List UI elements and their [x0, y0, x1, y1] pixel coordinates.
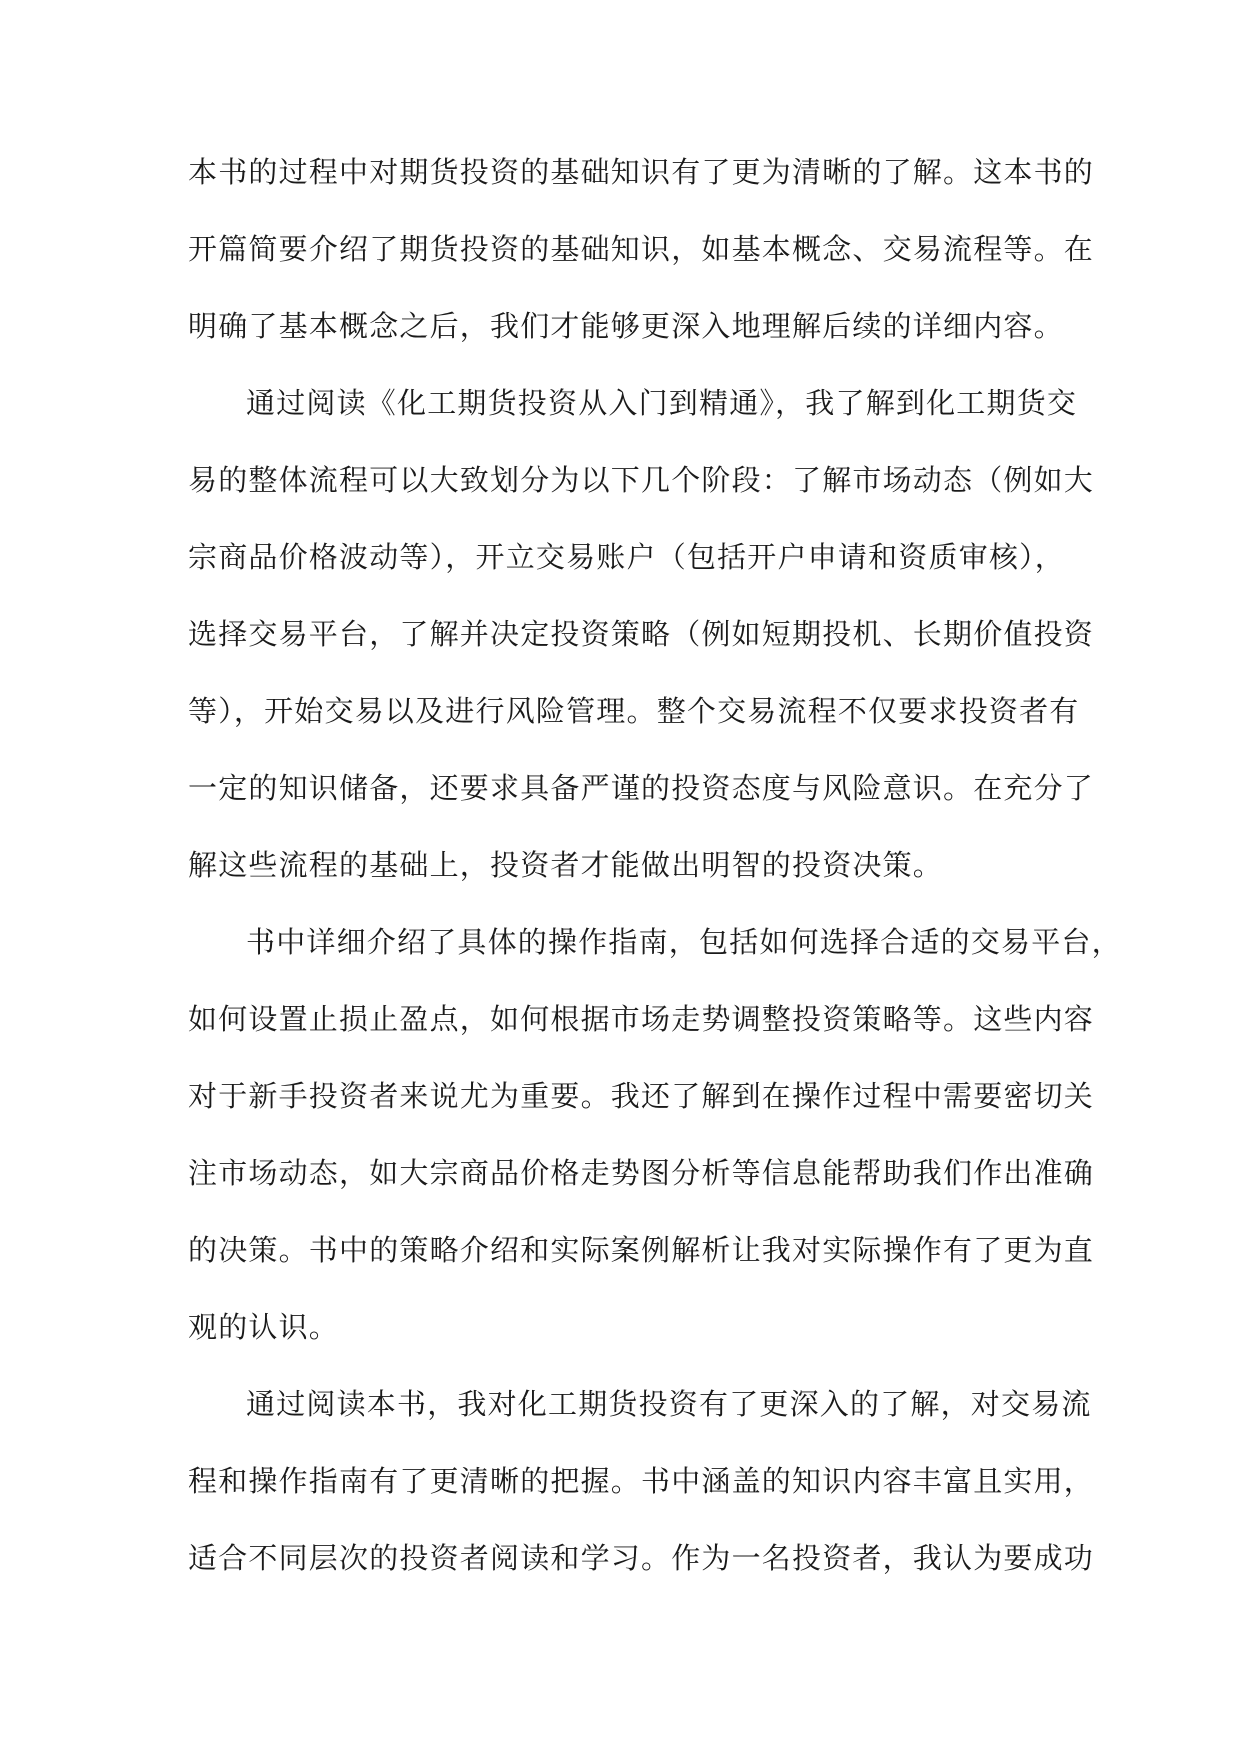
text-line: 通过阅读本书，我对化工期货投资有了更深入的了解，对交易流	[246, 1387, 1092, 1421]
paragraph-1	[188, 134, 1095, 365]
text-line: 选择交易平台，了解并决定投资策略（例如短期投机、长期价值投资	[188, 617, 1095, 651]
body-text	[188, 134, 1122, 1597]
text-line: 注市场动态，如大宗商品价格走势图分析等信息能帮助我们作出准确	[188, 1156, 1095, 1190]
text-line: 程和操作指南有了更清晰的把握。书中涵盖的知识内容丰富且实用，	[188, 1464, 1095, 1498]
paragraph-4	[188, 1366, 1095, 1597]
text-line: 适合不同层次的投资者阅读和学习。作为一名投资者，我认为要成功	[188, 1541, 1095, 1575]
text-line: 观的认识。	[188, 1310, 340, 1344]
text-line: 解这些流程的基础上，投资者才能做出明智的投资决策。	[188, 848, 944, 882]
text-line: 易的整体流程可以大致划分为以下几个阶段：了解市场动态（例如大	[188, 463, 1095, 497]
text-line: 对于新手投资者来说尤为重要。我还了解到在操作过程中需要密切关	[188, 1079, 1095, 1113]
text-line: 开篇简要介绍了期货投资的基础知识，如基本概念、交易流程等。在	[188, 232, 1095, 266]
text-line: 一定的知识储备，还要求具备严谨的投资态度与风险意识。在充分了	[188, 771, 1095, 805]
text-line: 本书的过程中对期货投资的基础知识有了更为清晰的了解。这本书的	[188, 155, 1095, 189]
text-line: 宗商品价格波动等），开立交易账户（包括开户申请和资质审核），	[188, 540, 1066, 574]
text-line: 书中详细介绍了具体的操作指南，包括如何选择合适的交易平台，	[246, 925, 1122, 959]
paragraph-3	[188, 904, 1122, 1366]
text-line: 通过阅读《化工期货投资从入门到精通》，我了解到化工期货交	[246, 386, 1078, 420]
text-line: 的决策。书中的策略介绍和实际案例解析让我对实际操作有了更为直	[188, 1233, 1095, 1267]
paragraph-2	[188, 365, 1095, 904]
text-line: 如何设置止损止盈点，如何根据市场走势调整投资策略等。这些内容	[188, 1002, 1095, 1036]
text-line: 等），开始交易以及进行风险管理。整个交易流程不仅要求投资者有	[188, 694, 1080, 728]
text-line: 明确了基本概念之后，我们才能够更深入地理解后续的详细内容。	[188, 309, 1064, 343]
